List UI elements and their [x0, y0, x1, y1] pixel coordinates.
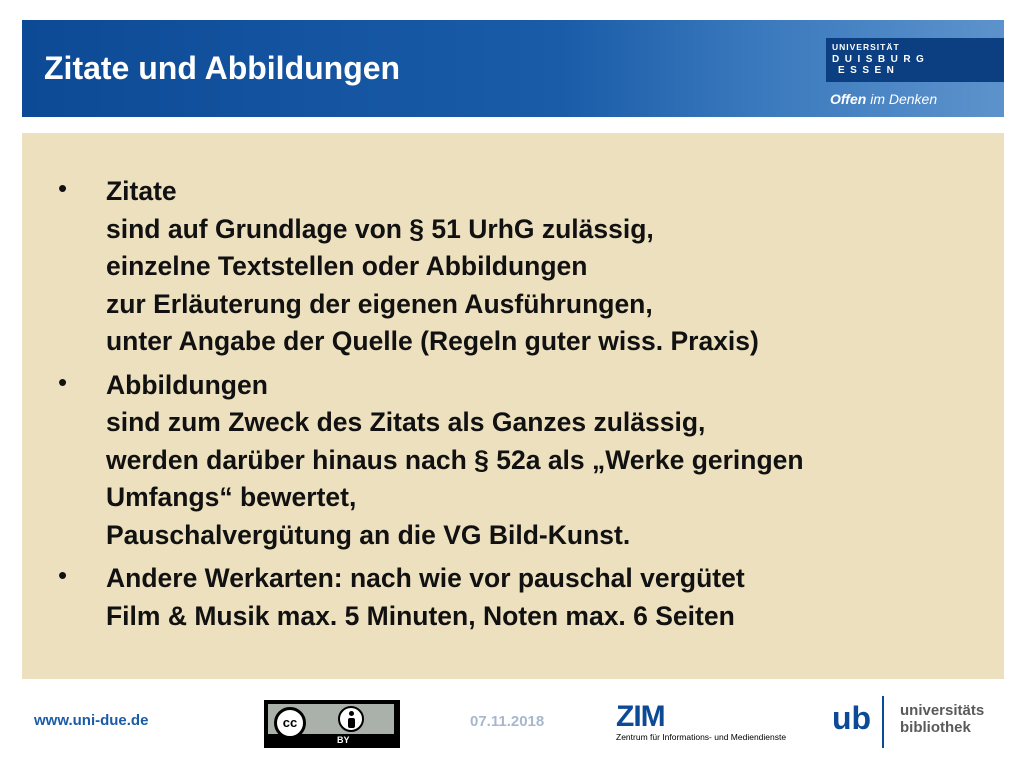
tagline-bold: Offen [830, 91, 867, 107]
bullet-list [22, 173, 982, 641]
bullet-text [106, 560, 982, 635]
bullet-line: zur Erläuterung der eigenen Ausführungen, [106, 288, 653, 319]
cc-icon: cc [274, 707, 306, 739]
cc-by-label: BY [337, 735, 350, 745]
bullet-item-andere-werkarten [22, 560, 982, 635]
tagline [830, 91, 937, 107]
bullet-item-zitate [22, 173, 982, 361]
university-logo [826, 38, 1004, 82]
bullet-line: Film & Musik max. 5 Minuten, Noten max. 6 Seiten [106, 600, 735, 631]
bullet-line: Andere Werkarten: nach wie vor pauschal vergütet [106, 563, 745, 593]
bullet-item-abbildungen [22, 367, 982, 555]
bullet-line: werden darüber hinaus nach § 52a als „Werke geringen [106, 444, 804, 475]
bullet-line: unter Angabe der Quelle (Regeln guter wiss. Praxis) [106, 326, 759, 356]
content-panel [22, 133, 1004, 679]
zim-logo: ZIM [616, 700, 665, 733]
bullet-line: sind auf Grundlage von § 51 UrhG zulässig, [106, 213, 654, 244]
slide-title: Zitate und Abbildungen [44, 50, 401, 86]
ub-logo-line1: universitäts [900, 702, 985, 719]
website-link[interactable]: www.uni-due.de [34, 712, 149, 729]
bullet-text [106, 173, 982, 361]
ub-logo-line2: bibliothek [900, 719, 971, 736]
cc-badge-top [268, 704, 394, 734]
slide-date: 07.11.2018 [470, 713, 545, 730]
bullet-line: Umfangs“ bewertet, [106, 482, 357, 512]
bullet-line: Abbildungen [106, 369, 268, 400]
attribution-icon-head [349, 711, 354, 716]
logo-line-duisburg: DUISBURG [832, 54, 930, 65]
bullet-marker: • [58, 366, 68, 397]
bullet-marker: • [58, 173, 68, 203]
logo-line-essen: ESSEN [838, 65, 900, 76]
ub-logo-text [900, 702, 984, 736]
bullet-line: Pauschalvergütung an die VG Bild-Kunst. [106, 519, 631, 550]
attribution-icon [338, 706, 364, 732]
bullet-marker: • [58, 560, 68, 590]
cc-by-license-badge[interactable] [264, 700, 400, 748]
bullet-text [106, 367, 982, 555]
attribution-icon-body [348, 718, 355, 728]
bullet-line: Zitate [106, 176, 177, 206]
ub-logo-divider [882, 696, 884, 748]
bullet-line: sind zum Zweck des Zitats als Ganzes zulässig, [106, 407, 706, 437]
zim-subtitle: Zentrum für Informations- und Mediendienste [616, 732, 787, 742]
header-bar [22, 20, 1004, 117]
tagline-rest: im Denken [866, 91, 938, 107]
bullet-line: einzelne Textstellen oder Abbildungen [106, 251, 588, 281]
logo-line-universitaet: UNIVERSITÄT [832, 42, 900, 52]
ub-logo-mark: ub [832, 700, 872, 736]
